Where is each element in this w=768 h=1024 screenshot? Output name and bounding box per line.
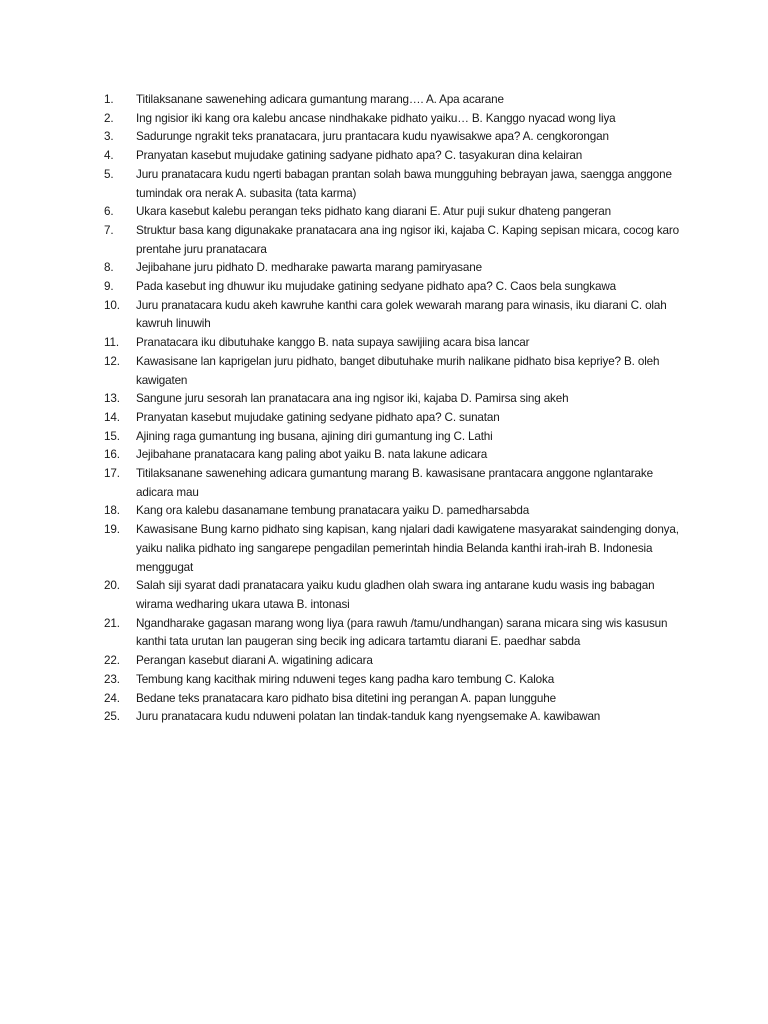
item-number: 6. [104,205,114,219]
item-text: Ngandharake gagasan marang wong liya (para rawuh /tamu/undhangan) sarana micara sing wis kasusun kanthi tata urutan lan paugeran sing becik ing adicara tartamtu diarani E. paedhar sabda [136,616,668,649]
item-number: 5. [104,167,114,181]
item-number: 8. [104,261,114,275]
item-text: Tembung kang kacithak miring nduweni teges kang padha karo tembung C. Kaloka [136,672,555,686]
list-item [104,278,684,297]
item-text: Juru pranatacara kudu nduweni polatan lan tindak-tanduk kang nyengsemake A. kawibawan [136,710,601,724]
item-text: Kawasisane lan kaprigelan juru pidhato, banget dibutuhake murih nalikane pidhato bisa kepriye? B. oleh kawigaten [136,354,660,387]
list-item [104,409,684,428]
list-item [104,690,684,709]
item-number: 20. [104,579,120,593]
list-item [104,652,684,671]
item-number: 19. [104,523,120,537]
item-text: Sadurunge ngrakit teks pranatacara, juru prantacara kudu nyawisakwe apa? A. cengkorongan [136,130,609,144]
question-answer-list [104,91,684,727]
item-number: 16. [104,448,120,462]
list-item [104,128,684,147]
list-item [104,390,684,409]
item-text: Kawasisane Bung karno pidhato sing kapisan, kang njalari dadi kawigatene masyarakat saindenging donya, yaiku nalika pidhato ing sangarepe pengadilan pemerintah hindia Belanda kanthi irah-irah B. Indonesia menggugat [136,523,679,574]
list-item [104,615,684,652]
list-item [104,577,684,614]
item-number: 24. [104,691,120,705]
list-item [104,353,684,390]
item-number: 17. [104,467,120,481]
list-item [104,521,684,577]
item-text: Juru pranatacara kudu akeh kawruhe kanthi cara golek wewarah marang para winasis, iku diarani C. olah kawruh linuwih [136,298,667,331]
item-text: Sangune juru sesorah lan pranatacara ana ing ngisor iki, kajaba D. Pamirsa sing akeh [136,392,569,406]
item-text: Titilaksanane sawenehing adicara gumantung marang B. kawasisane prantacara anggone nglantarake adicara mau [136,467,653,499]
list-item [104,446,684,465]
list-item [104,259,684,278]
list-item [104,203,684,222]
item-number: 18. [104,504,120,518]
item-text: Ukara kasebut kalebu perangan teks pidhato kang diarani E. Atur puji sukur dhateng pangeran [136,205,611,219]
item-number: 3. [104,130,114,144]
item-text: Pada kasebut ing dhuwur iku mujudake gatining sedyane pidhato apa? C. Caos bela sungkawa [136,280,616,294]
item-number: 2. [104,111,114,125]
item-number: 15. [104,429,120,443]
item-number: 7. [104,223,114,237]
item-text: Pranyatan kasebut mujudake gatining sedyane pidhato apa? C. sunatan [136,410,500,424]
item-number: 25. [104,710,120,724]
list-item [104,147,684,166]
item-text: Juru pranatacara kudu ngerti babagan prantan solah bawa mungguhing bebrayan jawa, saengga anggone tumindak ora nerak A. subasita (tata karma) [136,167,672,200]
item-number: 23. [104,672,120,686]
list-item [104,222,684,259]
item-text: Pranatacara iku dibutuhake kanggo B. nata supaya sawijiing acara bisa lancar [136,336,530,350]
item-text: Bedane teks pranatacara karo pidhato bisa ditetini ing perangan A. papan lungguhe [136,691,556,705]
item-number: 21. [104,616,120,630]
list-item [104,428,684,447]
item-text: Ajining raga gumantung ing busana, ajining diri gumantung ing C. Lathi [136,429,493,443]
list-item [104,708,684,727]
item-text: Jejibahane pranatacara kang paling abot yaiku B. nata lakune adicara [136,448,488,462]
item-number: 13. [104,392,120,406]
list-item [104,334,684,353]
item-number: 14. [104,410,120,424]
item-text: Jejibahane juru pidhato D. medharake pawarta marang pamiryasane [136,261,482,275]
list-item [104,91,684,110]
list-item [104,465,684,502]
item-text: Salah siji syarat dadi pranatacara yaiku kudu gladhen olah swara ing antarane kudu wasis ing babagan wirama wedharing ukara utawa B. intonasi [136,579,655,611]
item-number: 9. [104,280,114,294]
item-number: 11. [104,336,119,350]
item-text: Titilaksanane sawenehing adicara gumantung marang…. A. Apa acarane [136,93,504,106]
item-text: Pranyatan kasebut mujudake gatining sadyane pidhato apa? C. tasyakuran dina kelairan [136,149,583,163]
list-item [104,110,684,129]
item-text: Struktur basa kang digunakake pranatacara ana ing ngisor iki, kajaba C. Kaping sepisan micara, cocog karo prentahe juru pranatacara [136,223,679,256]
item-number: 10. [104,298,120,312]
item-text: Ing ngisior iki kang ora kalebu ancase nindhakake pidhato yaiku… B. Kanggo nyacad wong liya [136,111,616,125]
list-item [104,166,684,203]
item-text: Kang ora kalebu dasanamane tembung pranatacara yaiku D. pamedharsabda [136,504,530,518]
item-number: 22. [104,654,120,668]
list-item [104,502,684,521]
item-text: Perangan kasebut diarani A. wigatining adicara [136,654,373,668]
list-item [104,297,684,334]
item-number: 1. [104,93,114,106]
list-item [104,671,684,690]
item-number: 12. [104,354,120,368]
item-number: 4. [104,149,114,163]
